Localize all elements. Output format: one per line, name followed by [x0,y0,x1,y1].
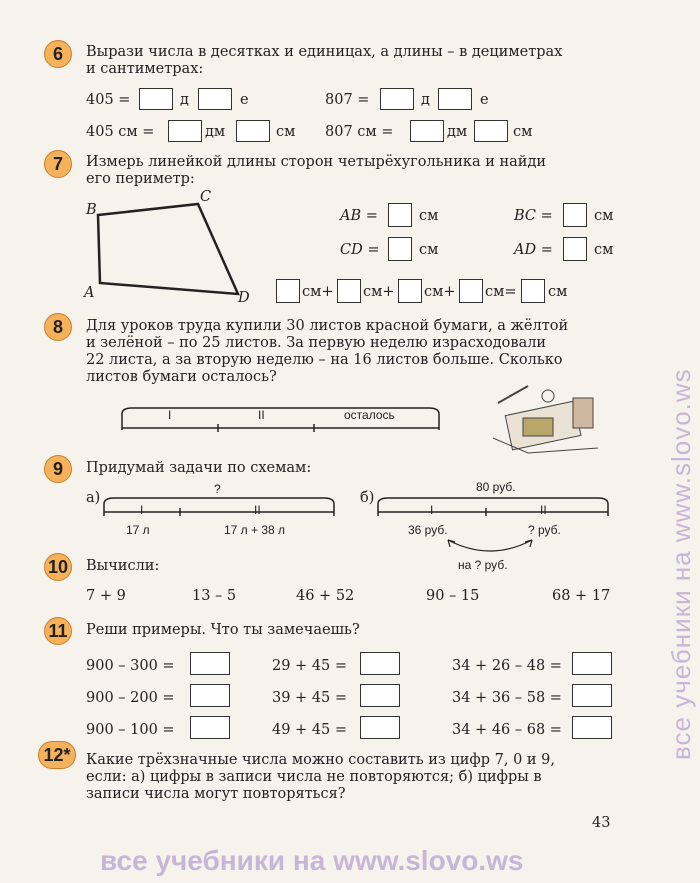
task-10-line1: Вычисли: [86,558,160,574]
t6-r1b: 807 = [325,92,370,108]
task-11-line1: Реши примеры. Что ты замечаешь? [86,622,360,638]
segment-scheme-9a [100,492,340,520]
scheme-a-top: ? [214,482,221,496]
answer-box[interactable] [360,684,400,707]
paper-supplies-illustration [488,378,608,458]
segment-value: 36 руб. [408,523,448,537]
task-9-line1: Придумай задачи по схемам: [86,460,312,476]
unit-label: д [421,92,430,108]
unit-label: дм [447,124,468,140]
vertex-a: A [84,285,95,301]
expression: 90 – 15 [426,588,480,604]
task-12-line2: если: а) цифры в записи числа не повторяются; б) цифры в [86,769,542,785]
vertex-b: B [86,202,97,218]
task-6-line2: и сантиметрах: [86,61,204,77]
segment-label: I [430,503,434,517]
segment-label: осталось [344,408,395,422]
answer-box[interactable] [388,237,412,261]
unit-label: см [548,284,568,300]
segment-value: 17 л [126,523,150,537]
bottom-watermark: все учебники на www.slovo.ws [100,845,524,876]
answer-box[interactable] [563,203,587,227]
unit-label: е [480,92,489,108]
unit-label: е [240,92,249,108]
scheme-b-label: б) [360,490,375,506]
answer-box[interactable] [410,120,444,142]
answer-box[interactable] [380,88,414,110]
answer-box[interactable] [168,120,202,142]
task-12-line3: записи числа могут повторяться? [86,786,346,802]
answer-box[interactable] [139,88,173,110]
segment-label: I [168,408,172,422]
task-12-number: 12* [38,741,76,769]
task-9-number: 9 [44,455,72,483]
segment-value: 17 л + 38 л [224,523,286,537]
task-11-number: 11 [44,617,72,645]
unit-label: см [419,208,439,224]
example: 900 – 100 = [86,722,175,738]
answer-box[interactable] [190,684,230,707]
example: 34 + 36 – 58 = [452,690,562,706]
answer-box[interactable] [459,279,483,303]
example: 39 + 45 = [272,690,348,706]
answer-box[interactable] [198,88,232,110]
answer-box[interactable] [236,120,270,142]
quadrilateral-figure [80,190,260,305]
task-8-line1: Для уроков труда купили 30 листов красной бумаги, а жёлтой [86,318,569,334]
task-8-line3: 22 листа, а за вторую неделю – на 16 листов больше. Сколько [86,352,563,368]
expression: 7 + 9 [86,588,126,604]
task-8-line2: и зелёной – по 25 листов. За первую неделю израсходовали [86,335,547,351]
answer-box[interactable] [563,237,587,261]
t6-r2a: 405 см = [86,124,155,140]
unit-label: см [594,242,614,258]
unit-label: см [594,208,614,224]
example: 29 + 45 = [272,658,348,674]
side-ab-label: AB = [340,208,378,224]
vertex-c: C [200,189,212,205]
perimeter-plus: см+ [363,284,395,300]
t6-r1a: 405 = [86,92,131,108]
scheme-b-top: 80 руб. [476,480,516,494]
segment-label: I [140,503,144,517]
t6-r2b: 807 см = [325,124,394,140]
task-6-line1: Вырази числа в десятках и единицах, а длины – в дециметрах [86,44,563,60]
vertex-d: D [238,290,250,306]
answer-box[interactable] [438,88,472,110]
unit-label: дм [205,124,226,140]
segment-label: II [540,503,547,517]
unit-label: см [513,124,533,140]
perimeter-eq: см= [485,284,517,300]
task-7-line2: его периметр: [86,171,195,187]
comparison-arrow [440,534,540,558]
unit-label: см [276,124,296,140]
unit-label: см [419,242,439,258]
answer-box[interactable] [572,716,612,739]
example: 34 + 46 – 68 = [452,722,562,738]
perimeter-plus: см+ [302,284,334,300]
task-6-number: 6 [44,40,72,68]
answer-box[interactable] [360,652,400,675]
expression: 13 – 5 [192,588,237,604]
expression: 46 + 52 [296,588,355,604]
example: 900 – 300 = [86,658,175,674]
segment-label: II [254,503,261,517]
side-watermark: все учебники на www.slovo.ws [666,368,696,760]
side-ad-label: AD = [514,242,553,258]
task-8-number: 8 [44,313,72,341]
answer-box[interactable] [388,203,412,227]
answer-box[interactable] [521,279,545,303]
answer-box[interactable] [276,279,300,303]
segment-label: II [258,408,265,422]
segment-value: ? руб. [528,523,561,537]
scheme-a-label: а) [86,490,101,506]
task-7-number: 7 [44,150,72,178]
task-12-line1: Какие трёхзначные числа можно составить из цифр 7, 0 и 9, [86,752,556,768]
side-bc-label: BC = [514,208,553,224]
answer-box[interactable] [398,279,422,303]
arc-label: на ? руб. [458,558,508,572]
answer-box[interactable] [572,652,612,675]
answer-box[interactable] [190,652,230,675]
answer-box[interactable] [360,716,400,739]
task-10-number: 10 [44,553,72,581]
segment-scheme-9b [374,492,614,520]
example: 49 + 45 = [272,722,348,738]
answer-box[interactable] [190,716,230,739]
example: 900 – 200 = [86,690,175,706]
answer-box[interactable] [572,684,612,707]
answer-box[interactable] [337,279,361,303]
example: 34 + 26 – 48 = [452,658,562,674]
expression: 68 + 17 [552,588,611,604]
task-7-line1: Измерь линейкой длины сторон четырёхугольника и найди [86,154,547,170]
task-8-line4: листов бумаги осталось? [86,369,277,385]
side-cd-label: CD = [340,242,380,258]
answer-box[interactable] [474,120,508,142]
unit-label: д [180,92,189,108]
page-number: 43 [592,815,611,831]
perimeter-plus: см+ [424,284,456,300]
